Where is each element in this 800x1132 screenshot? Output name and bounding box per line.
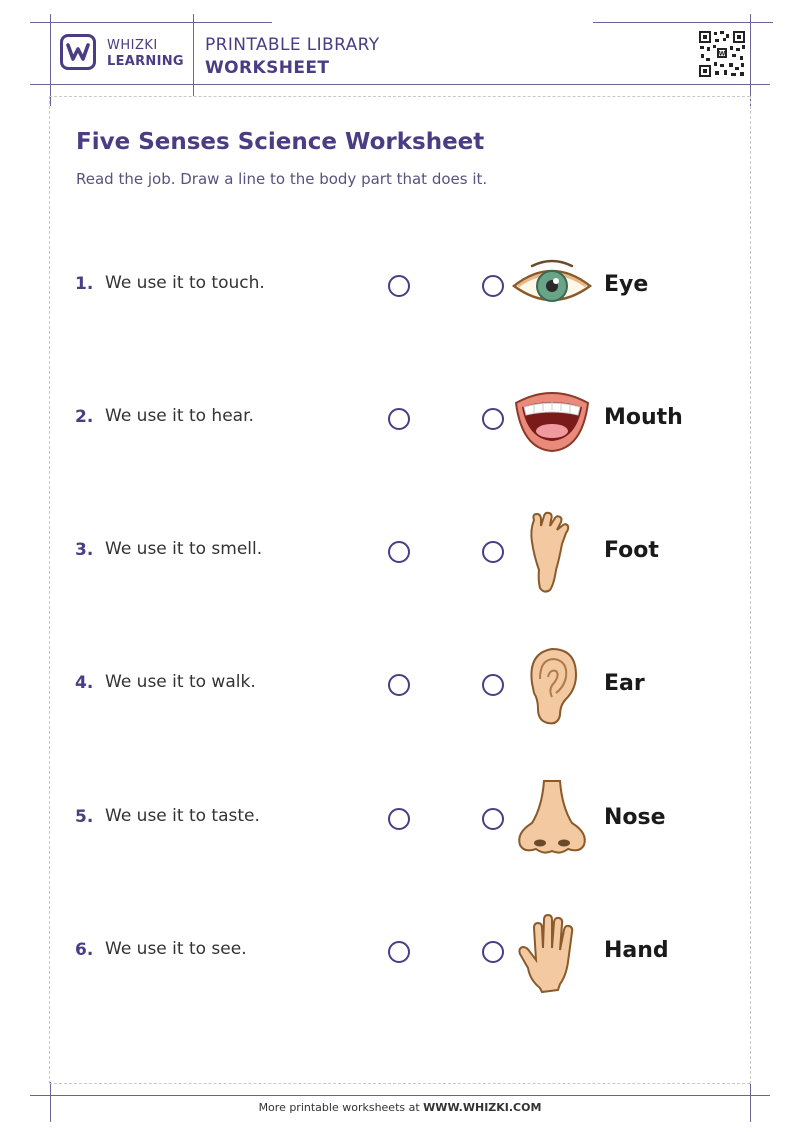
worksheet-row xyxy=(0,655,800,715)
job-text: We use it to touch. xyxy=(105,273,265,293)
svg-text:W: W xyxy=(718,50,726,58)
body-part-label: Eye xyxy=(604,272,649,297)
header-divider-mid xyxy=(193,14,194,96)
header-top-line-right xyxy=(593,22,773,23)
job-text: We use it to taste. xyxy=(105,806,260,826)
dashed-border-bottom xyxy=(49,1083,750,1084)
worksheet-row xyxy=(0,789,800,849)
body-part-label: Nose xyxy=(604,805,666,830)
job-connector-circle[interactable] xyxy=(388,941,410,963)
footer-site-link[interactable]: WWW.WHIZKI.COM xyxy=(423,1101,542,1114)
library-subtitle: WORKSHEET xyxy=(205,58,330,78)
worksheet-row xyxy=(0,522,800,582)
job-number: 6. xyxy=(75,940,94,960)
job-number: 1. xyxy=(75,274,94,294)
footer-note xyxy=(0,1101,800,1114)
page-title: Five Senses Science Worksheet xyxy=(76,129,485,155)
footer-line xyxy=(30,1095,770,1096)
job-number: 3. xyxy=(75,540,94,560)
part-connector-circle[interactable] xyxy=(482,808,504,830)
mouth-icon xyxy=(510,377,594,461)
instructions: Read the job. Draw a line to the body part that does it. xyxy=(76,170,488,188)
job-number: 4. xyxy=(75,673,94,693)
part-connector-circle[interactable] xyxy=(482,275,504,297)
ear-icon xyxy=(510,643,594,727)
job-connector-circle[interactable] xyxy=(388,808,410,830)
body-part-label: Hand xyxy=(604,938,669,963)
body-part-label: Foot xyxy=(604,538,659,563)
job-connector-circle[interactable] xyxy=(388,674,410,696)
job-connector-circle[interactable] xyxy=(388,275,410,297)
job-connector-circle[interactable] xyxy=(388,541,410,563)
part-connector-circle[interactable] xyxy=(482,541,504,563)
part-connector-circle[interactable] xyxy=(482,408,504,430)
job-text: We use it to walk. xyxy=(105,672,256,692)
logo-line1: WHIZKI xyxy=(107,38,158,53)
part-connector-circle[interactable] xyxy=(482,941,504,963)
header-top-line-left xyxy=(30,22,272,23)
library-title: PRINTABLE LIBRARY xyxy=(205,35,380,55)
header-bottom-line xyxy=(30,84,770,85)
body-part-label: Mouth xyxy=(604,405,683,430)
hand-icon xyxy=(510,910,594,994)
job-text: We use it to hear. xyxy=(105,406,254,426)
body-part-label: Ear xyxy=(604,671,645,696)
job-number: 5. xyxy=(75,807,94,827)
job-connector-circle[interactable] xyxy=(388,408,410,430)
logo-line2: LEARNING xyxy=(107,54,184,69)
whizki-logo-icon xyxy=(60,34,96,70)
job-number: 2. xyxy=(75,407,94,427)
qr-code-icon[interactable] xyxy=(698,30,746,78)
job-text: We use it to see. xyxy=(105,939,247,959)
job-text: We use it to smell. xyxy=(105,539,263,559)
foot-icon xyxy=(510,510,594,594)
header-divider-left xyxy=(50,14,51,106)
eye-icon xyxy=(510,244,594,328)
part-connector-circle[interactable] xyxy=(482,674,504,696)
worksheet-row xyxy=(0,922,800,982)
header-divider-right xyxy=(750,14,751,106)
worksheet-row xyxy=(0,256,800,316)
footer-prefix: More printable worksheets at xyxy=(258,1101,424,1114)
dashed-border-top xyxy=(49,96,750,97)
nose-icon xyxy=(510,777,594,861)
worksheet-row xyxy=(0,389,800,449)
